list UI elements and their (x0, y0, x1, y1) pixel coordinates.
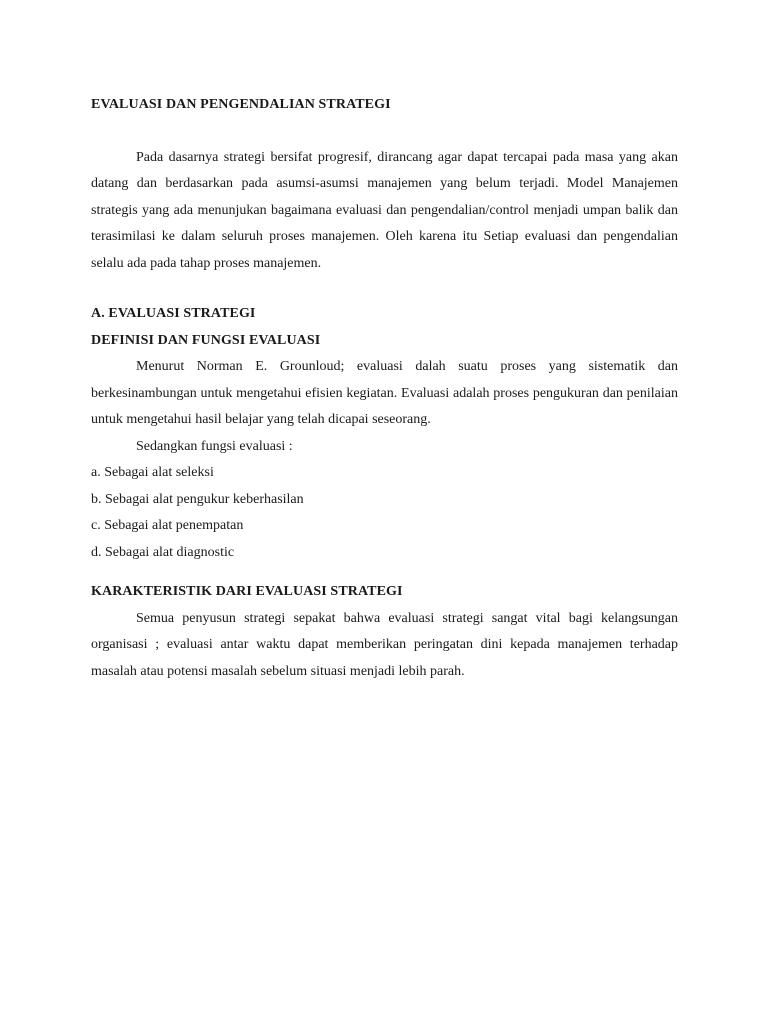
section-b-heading: KARAKTERISTIK DARI EVALUASI STRATEGI (91, 584, 403, 599)
list-item: d. Sebagai alat diagnostic (91, 544, 235, 560)
functions-intro: Sedangkan fungsi evaluasi : (136, 438, 293, 454)
section-a-heading: A. EVALUASI STRATEGI (91, 306, 256, 321)
section-spacer (91, 566, 678, 579)
document-title: EVALUASI DAN PENGENDALIAN STRATEGI (91, 97, 391, 112)
functions-list (91, 460, 678, 566)
list-item: a. Sebagai alat seleksi (91, 465, 214, 480)
section-a-subheading: DEFINISI DAN FUNGSI EVALUASI (91, 332, 321, 348)
characteristics-paragraph: Semua penyusun strategi sepakat bahwa evaluasi strategi sangat vital bagi kelangsungan organisasi ; evaluasi antar waktu dapat memberikan peringatan dini kepada manajemen terhadap masalah atau potensi masalah sebelum situasi menjadi lebih parah. (91, 610, 678, 679)
document-body (91, 92, 678, 685)
section-spacer (91, 277, 678, 301)
intro-paragraph: Pada dasarnya strategi bersifat progresif, dirancang agar dapat tercapai pada masa yang akan datang dan berdasarkan pada asumsi-asumsi manajemen yang belum terjadi. Model Manajemen strategis yang ada menunjukan bagaimana evaluasi dan pengendalian/control menjadi umpan balik dan terasimilasi ke dalam seluruh proses manajemen. Oleh karena itu Setiap evaluasi dan pengendalian selalu ada pada tahap proses manajemen. (91, 149, 678, 271)
list-item: c. Sebagai alat penempatan (91, 518, 244, 533)
definition-paragraph: Menurut Norman E. Grounloud; evaluasi dalah suatu proses yang sistematik dan berkesinambungan untuk mengetahui efisien kegiatan. Evaluasi adalah proses pengukuran dan penilaian untuk mengetahui hasil belajar yang telah dicapai seseorang. (91, 359, 678, 427)
list-item: b. Sebagai alat pengukur keberhasilan (91, 491, 304, 507)
